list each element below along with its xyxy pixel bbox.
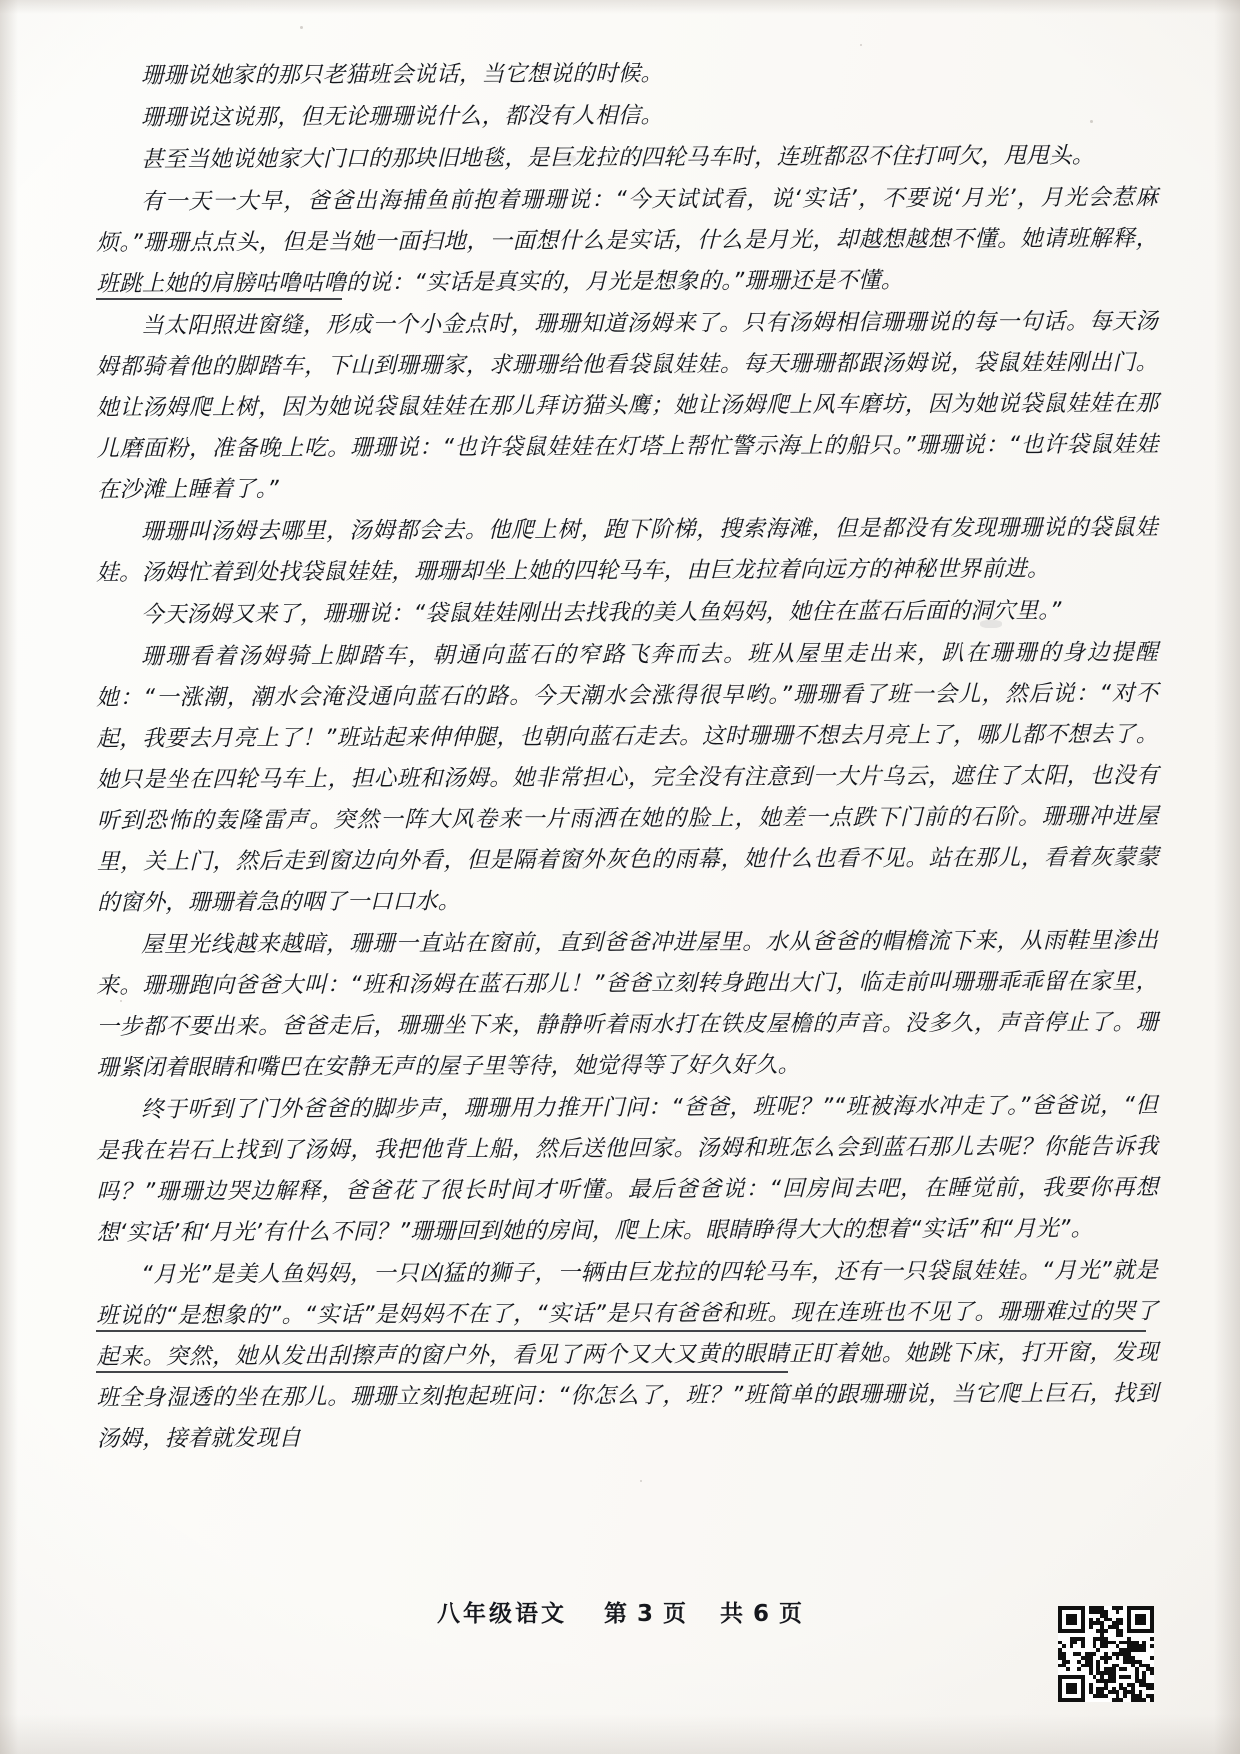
scan-edge-left [0, 0, 18, 1754]
scan-edge-right [1214, 0, 1240, 1754]
scan-speck [860, 44, 862, 46]
underline-mark [96, 1330, 1146, 1332]
paragraph: 珊珊说这说那，但无论珊珊说什么，都没有人相信。 [141, 102, 664, 131]
paragraph: 屋里光线越来越暗，珊珊一直站在窗前，直到爸爸冲进屋里。水从爸爸的帽檐流下来，从雨鞋里渗出来。珊珊跑向爸爸大叫：“班和汤姆在蓝石那儿！”爸爸立刻转身跑出大门，临走前叫珊珊乖乖留在家里，一步都不要出来。爸爸走后，珊珊坐下来，静静听着雨水打在铁皮屋檐的声音。没多久，声音停止了。珊珊紧闭着眼睛和嘴巴在安静无声的屋子里等待，她觉得等了好久好久。 [96, 927, 1159, 1081]
paragraph: 今天汤姆又来了，珊珊说：“袋鼠娃娃刚出去找我的美人鱼妈妈，她住在蓝石后面的洞穴里。” [141, 597, 1062, 628]
paragraph: 珊珊叫汤姆去哪里，汤姆都会去。他爬上树，跑下阶梯，搜索海滩，但是都没有发现珊珊说的袋鼠娃娃。汤姆忙着到处找袋鼠娃娃，珊珊却坐上她的四轮马车，由巨龙拉着向远方的神秘世界前进。 [96, 514, 1159, 586]
document-body [96, 56, 1158, 1461]
paragraph: 终于听到了门外爸爸的脚步声，珊珊用力推开门问：“爸爸，班呢？”“班被海水冲走了。”爸爸说，“但是我在岩石上找到了汤姆，我把他背上船，然后送他回家。汤姆和班怎么会到蓝石那儿去呢？你能告诉我吗？”珊珊边哭边解释，爸爸花了很长时间才听懂。最后爸爸说：“回房间去吧，在睡觉前，我要你再想想‘实话’和‘月光’有什么不同？”珊珊回到她的房间，爬上床。眼睛睁得大大的想着“实话”和“月光”。 [96, 1092, 1159, 1246]
paragraph: 当太阳照进窗缝，形成一个小金点时，珊珊知道汤姆来了。只有汤姆相信珊珊说的每一句话。每天汤姆都骑着他的脚踏车，下山到珊珊家，求珊珊给他看袋鼠娃娃。每天珊珊都跟汤姆说，袋鼠娃娃刚出门。她让汤姆爬上树，因为她说袋鼠娃娃在那儿拜访猫头鹰；她让汤姆爬上风车磨坊，因为她说袋鼠娃娃在那儿磨面粉，准备晚上吃。珊珊说：“也许袋鼠娃娃在灯塔上帮忙警示海上的船只。”珊珊说：“也许袋鼠娃娃在沙滩上睡着了。” [96, 308, 1159, 503]
underline-mark [96, 298, 342, 300]
footer-total: 共 6 页 [720, 1601, 804, 1627]
scan-edge-bottom [0, 1714, 1240, 1754]
footer-page: 第 3 页 [603, 1601, 687, 1627]
scan-speck [300, 26, 303, 29]
page-footer [0, 1595, 1240, 1628]
paragraph: 有一天一大早，爸爸出海捕鱼前抱着珊珊说：“今天试试看，说‘实话’，不要说‘月光’，月光会惹麻烦。”珊珊点点头，但是当她一面扫地，一面想什么是实话，什么是月光，却越想越想不懂。她请班解释，班跳上她的肩膀咕噜咕噜的说：“实话是真实的，月光是想象的。”珊珊还是不懂。 [96, 184, 1159, 297]
footer-subject: 八年级语文 [436, 1601, 567, 1627]
qr-code [1058, 1606, 1154, 1702]
underline-mark [96, 1371, 788, 1373]
paragraph: “月光”是美人鱼妈妈，一只凶猛的狮子，一辆由巨龙拉的四轮马车，还有一只袋鼠娃娃。“月光”就是班说的“是想象的”。“实话”是妈妈不在了，“实话”是只有爸爸和班。现在连班也不见了。珊珊难过的哭了起来。突然，她从发出刮擦声的窗户外，看见了两个又大又黄的眼睛正盯着她。她跳下床，打开窗，发现班全身湿透的坐在那儿。珊珊立刻抱起班问：“你怎么了，班？”班简单的跟珊珊说，当它爬上巨石，找到汤姆，接着就发现自 [96, 1257, 1159, 1452]
scan-speck [640, 1480, 642, 1482]
paragraph: 珊珊看着汤姆骑上脚踏车，朝通向蓝石的窄路飞奔而去。班从屋里走出来，趴在珊珊的身边提醒她：“一涨潮，潮水会淹没通向蓝石的路。今天潮水会涨得很早哟。”珊珊看了班一会儿，然后说：“对不起，我要去月亮上了！”班站起来伸伸腿，也朝向蓝石走去。这时珊珊不想去月亮上了，哪儿都不想去了。她只是坐在四轮马车上，担心班和汤姆。她非常担心，完全没有注意到一大片乌云，遮住了太阳，也没有听到恐怖的轰隆雷声。突然一阵大风卷来一片雨洒在她的脸上，她差一点跌下门前的石阶。珊珊冲进屋里，关上门，然后走到窗边向外看，但是隔着窗外灰色的雨幕，她什么也看不见。站在那儿，看着灰蒙蒙的窗外，珊珊着急的咽了一口口水。 [96, 639, 1160, 916]
paragraph: 甚至当她说她家大门口的那块旧地毯，是巨龙拉的四轮马车时，连班都忍不住打呵欠，甩甩头。 [141, 142, 1095, 173]
scan-edge-top [0, 0, 1240, 14]
paragraph: 珊珊说她家的那只老猫班会说话，当它想说的时候。 [141, 60, 664, 89]
